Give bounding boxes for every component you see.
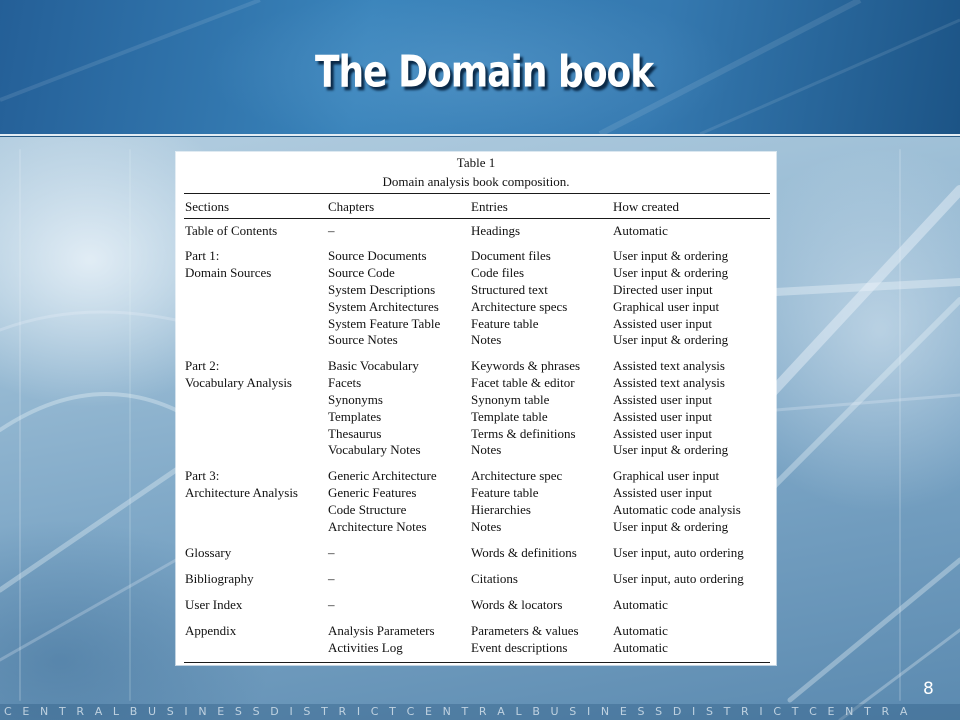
table-group-bibliography [185, 571, 767, 588]
entry-cell: Citations [471, 570, 518, 586]
entry-cell: Notes [471, 518, 502, 534]
how-created-cell: User input, auto ordering [613, 570, 744, 586]
how-created-cell: Assisted text analysis [613, 358, 725, 374]
entry-cell: Keywords & phrases [471, 358, 581, 374]
chapter-cell: Generic Features [328, 485, 417, 501]
chapter-cell: Code Structure [328, 502, 407, 518]
how-created-cell: Assisted user input [613, 315, 712, 331]
chapter-cell: Templates [328, 408, 382, 424]
entry-cell: Architecture specs [471, 298, 568, 314]
table-group-glossary [185, 545, 767, 562]
column-header-how-created: How created [613, 198, 680, 214]
chapter-cell: Analysis Parameters [328, 622, 435, 638]
entry-cell: Code files [471, 265, 525, 281]
how-created-cell: Assisted user input [613, 485, 712, 501]
how-created-cell: Automatic [613, 639, 668, 655]
footer-strip-text: C E N T R A L B U S I N E S S D I S T R I C T C E N T R A L B U S I N E S S D I S T R I C T C E N T R A [4, 705, 911, 718]
page-number: 8 [923, 679, 934, 699]
table-group-part-2-vocabulary-analysis [185, 358, 767, 459]
entry-cell: Terms & definitions [471, 425, 576, 441]
how-created-cell: Automatic code analysis [613, 502, 741, 518]
table-group-table-of-contents [185, 223, 767, 240]
section-label: Glossary [185, 544, 232, 560]
section-label: Bibliography [185, 570, 254, 586]
entry-cell: Parameters & values [471, 622, 579, 638]
chapter-cell: Vocabulary Notes [328, 442, 421, 458]
table-body [185, 223, 767, 657]
table-header-row [185, 198, 767, 215]
entry-cell: Synonym table [471, 392, 550, 408]
entry-cell: Notes [471, 332, 502, 348]
entry-cell: Feature table [471, 485, 539, 501]
chapter-cell: Activities Log [328, 639, 403, 655]
section-label: Domain Sources [185, 265, 272, 281]
chapter-cell: Source Notes [328, 332, 398, 348]
how-created-cell: User input, auto ordering [613, 544, 744, 560]
entry-cell: Words & locators [471, 596, 563, 612]
entry-cell: Feature table [471, 315, 539, 331]
chapter-cell: System Descriptions [328, 282, 436, 298]
chapter-cell: Thesaurus [328, 425, 382, 441]
chapter-cell: – [328, 570, 335, 586]
entry-cell: Architecture spec [471, 468, 563, 484]
entry-cell: Structured text [471, 282, 548, 298]
entry-cell: Headings [471, 222, 521, 238]
chapter-cell: Generic Architecture [328, 468, 437, 484]
section-label: Appendix [185, 622, 237, 638]
how-created-cell: User input & ordering [613, 332, 729, 348]
how-created-cell: User input & ordering [613, 518, 729, 534]
how-created-cell: Automatic [613, 596, 668, 612]
table-header-rule [184, 218, 770, 219]
footer-strip [0, 704, 960, 720]
section-label: Table of Contents [185, 222, 278, 238]
section-label: Vocabulary Analysis [185, 375, 292, 391]
table-group-part-3-architecture-analysis [185, 468, 767, 535]
column-header-chapters: Chapters [328, 198, 375, 214]
entry-cell: Event descriptions [471, 639, 568, 655]
entry-cell: Hierarchies [471, 502, 531, 518]
column-header-sections: Sections [185, 198, 230, 214]
column-header-entries: Entries [471, 198, 508, 214]
title-band [0, 0, 960, 136]
table-figure [176, 152, 776, 665]
section-label: User Index [185, 596, 243, 612]
chapter-cell: System Feature Table [328, 315, 441, 331]
section-label: Architecture Analysis [185, 485, 298, 501]
how-created-cell: Automatic [613, 222, 668, 238]
how-created-cell: Assisted user input [613, 408, 712, 424]
table-bottom-rule [184, 662, 770, 663]
table-caption: Domain analysis book composition. [382, 173, 570, 189]
slide-title: The Domain book [315, 48, 654, 98]
how-created-cell: User input & ordering [613, 442, 729, 458]
how-created-cell: Assisted text analysis [613, 375, 725, 391]
section-label: Part 2: [185, 358, 220, 374]
how-created-cell: Assisted user input [613, 392, 712, 408]
table-group-appendix [185, 623, 767, 657]
section-label: Part 3: [185, 468, 220, 484]
how-created-cell: Graphical user input [613, 298, 720, 314]
how-created-cell: Assisted user input [613, 425, 712, 441]
entry-cell: Facet table & editor [471, 375, 575, 391]
entry-cell: Template table [471, 408, 548, 424]
table-group-user-index [185, 597, 767, 614]
entry-cell: Document files [471, 248, 551, 264]
chapter-cell: Source Documents [328, 248, 427, 264]
entry-cell: Words & definitions [471, 544, 577, 560]
chapter-cell: Basic Vocabulary [328, 358, 419, 374]
chapter-cell: Facets [328, 375, 362, 391]
how-created-cell: User input & ordering [613, 248, 729, 264]
chapter-cell: Source Code [328, 265, 395, 281]
chapter-cell: Architecture Notes [328, 518, 427, 534]
chapter-cell: – [328, 596, 335, 612]
how-created-cell: Directed user input [613, 282, 713, 298]
how-created-cell: Graphical user input [613, 468, 720, 484]
table-group-part-1-domain-sources [185, 248, 767, 349]
chapter-cell: – [328, 544, 335, 560]
table-label: Table 1 [456, 154, 496, 170]
section-label: Part 1: [185, 248, 220, 264]
entry-cell: Notes [471, 442, 502, 458]
table-top-rule [184, 193, 770, 194]
chapter-cell: Synonyms [328, 392, 383, 408]
chapter-cell: – [328, 222, 335, 238]
how-created-cell: Automatic [613, 622, 668, 638]
chapter-cell: System Architectures [328, 298, 439, 314]
how-created-cell: User input & ordering [613, 265, 729, 281]
